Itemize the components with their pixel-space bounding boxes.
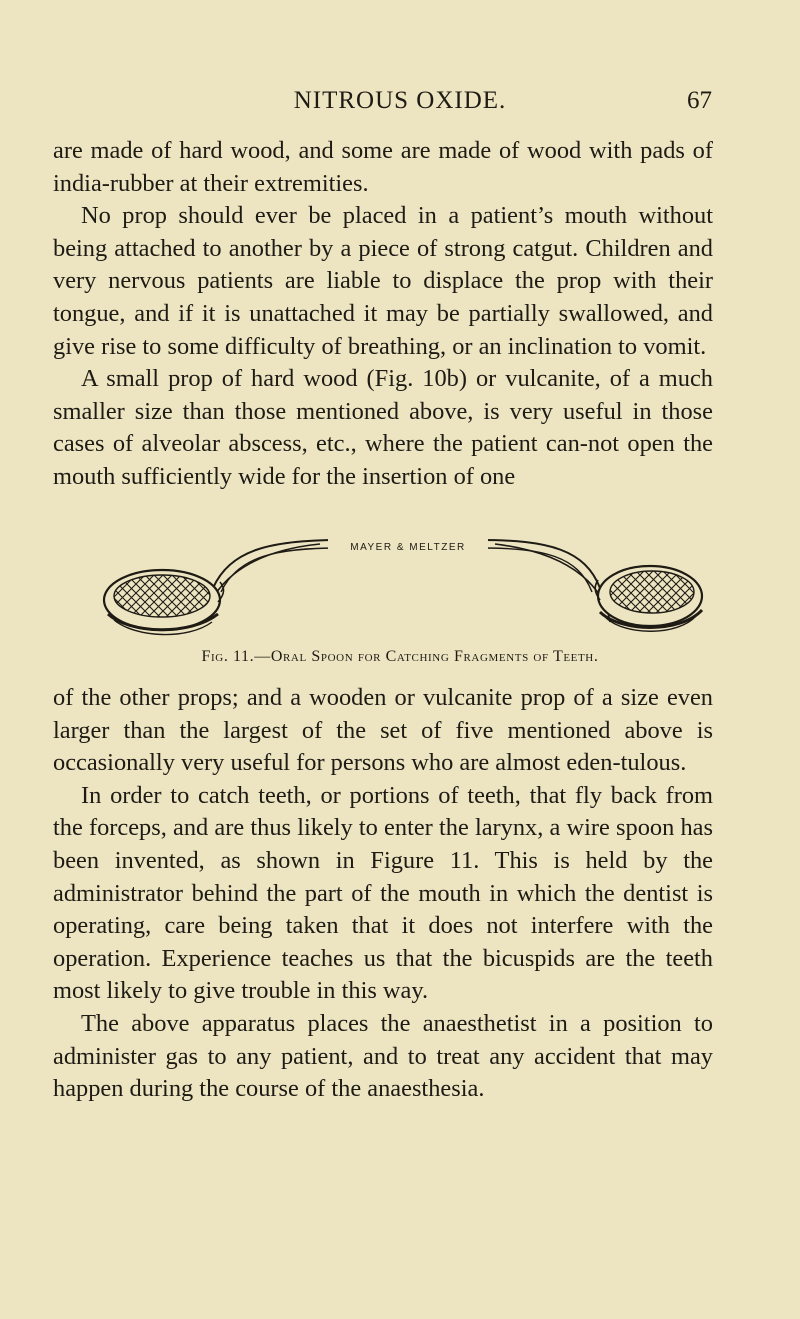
- paragraph: No prop should ever be placed in a patient’s mouth without being attached to another by a piece of strong catgut. Children and very nervous patients are liable to displace the prop with their tongue, and if it is unattached it may be partially swallowed, and give rise to some difficulty of breathing, or an inclination to vomit.: [53, 202, 713, 360]
- text-block-top: [53, 135, 713, 494]
- figure-caption: Fig. 11.—Oral Spoon for Catching Fragments of Teeth.: [201, 648, 599, 665]
- text-block-bottom: [53, 682, 713, 1106]
- figure-oral-spoon: [100, 530, 715, 645]
- page-number: 67: [687, 87, 712, 114]
- running-head: [0, 84, 800, 118]
- paragraph: A small prop of hard wood (Fig. 10b) or vulcanite, of a much smaller size than those mentioned above, is very useful in those cases of alveolar abscess, etc., where the patient can-not open the mouth sufficiently wide for the insertion of one: [53, 365, 713, 490]
- oral-spoon-illustration: [100, 530, 715, 645]
- paragraph: In order to catch teeth, or portions of teeth, that fly back from the forceps, and are thus likely to enter the larynx, a wire spoon has been invented, as shown in Figure 11. This is held by the administrator behind the part of the mouth in which the dentist is operating, care being taken that it does not interfere with the operation. Experience teaches us that the bicuspids are the teeth most likely to give trouble in this way.: [53, 781, 713, 1005]
- paragraph: The above apparatus places the anaesthetist in a position to administer gas to any patient, and to treat any accident that may happen during the course of the anaesthesia.: [53, 1009, 713, 1103]
- paragraph: of the other props; and a wooden or vulcanite prop of a size even larger than the largest of the set of five mentioned above is occasionally very useful for persons who are almost eden-tulous.: [53, 684, 713, 777]
- running-title: NITROUS OXIDE.: [293, 87, 507, 114]
- maker-mark: MAYER & MELTZER: [350, 542, 466, 553]
- paragraph: are made of hard wood, and some are made of wood with pads of india-rubber at their extremities.: [53, 137, 713, 197]
